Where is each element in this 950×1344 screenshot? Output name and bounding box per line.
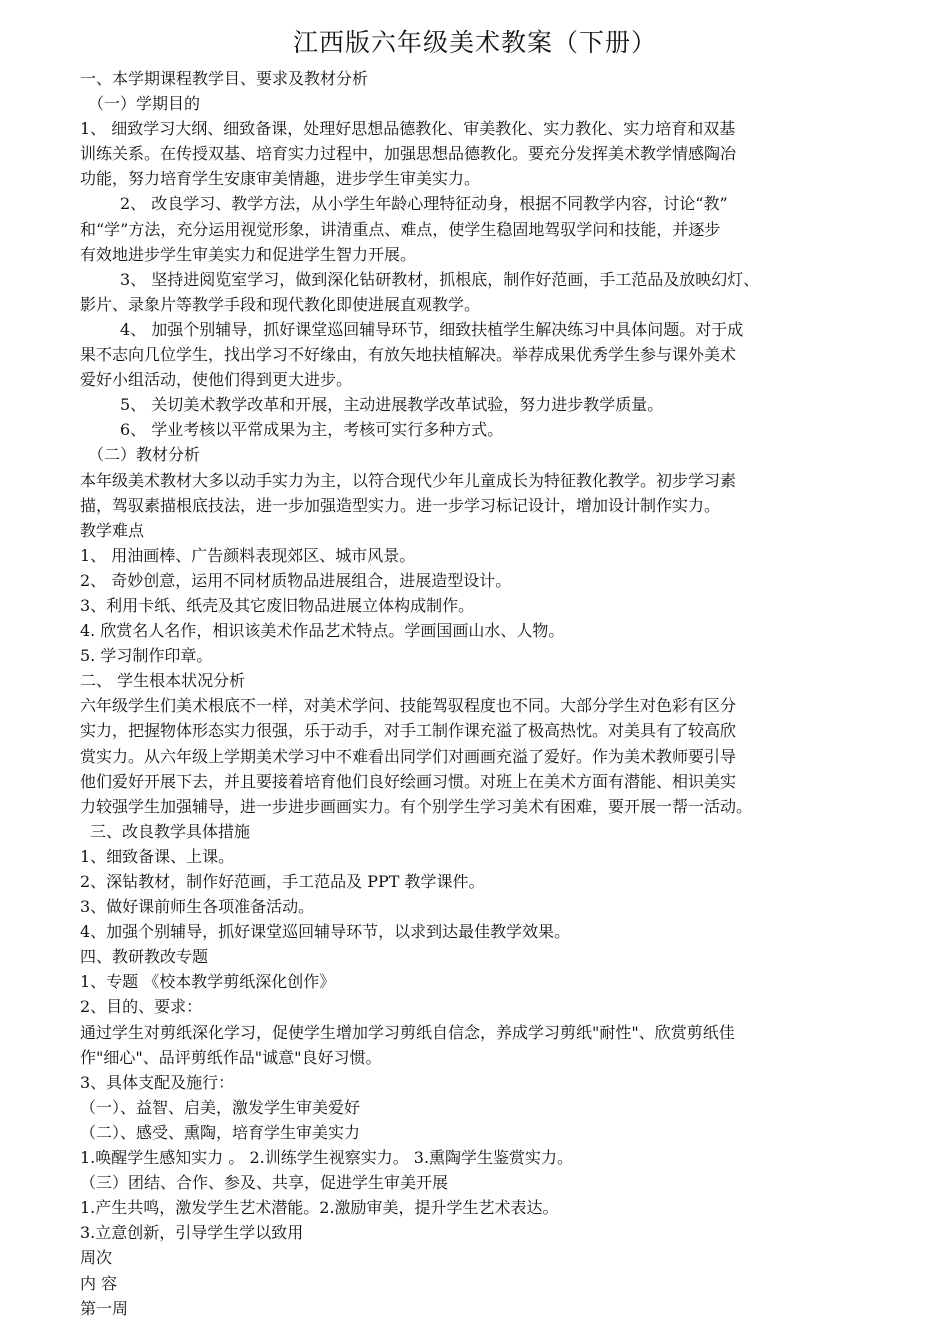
paragraph-line: 功能，努力培育学生安康审美情趣，进步学生审美实力。 <box>80 169 481 189</box>
subsection-heading: （一）、益智、启美，激发学生审美爱好 <box>80 1097 361 1117</box>
list-item: 3、具体支配及施行： <box>80 1072 235 1092</box>
paragraph-line: 通过学生对剪纸深化学习，促使学生增加学习剪纸自信念，养成学习剪纸"耐性"、欣赏剪纸佳 <box>80 1022 735 1042</box>
paragraph-line: 爱好小组活动，使他们得到更大进步。 <box>80 370 353 390</box>
list-item: 1.唤醒学生感知实力 。 2.训练学生视察实力。 3.熏陶学生鉴赏实力。 <box>80 1148 574 1168</box>
list-item: 1、 用油画棒、广告颜料表现郊区、城市风景。 <box>80 545 416 565</box>
paragraph-line: 赏实力。从六年级上学期美术学习中不难看出同学们对画画充溢了爱好。作为美术教师要引导 <box>80 746 737 766</box>
document-body <box>80 66 875 1321</box>
paragraph-line: 果不志向几位学生，找出学习不好缘由，有放矢地扶植解决。举荐成果优秀学生参与课外美术 <box>80 345 737 365</box>
paragraph-line: 他们爱好开展下去，并且要接着培育他们良好绘画习惯。对班上在美术方面有潜能、相识美实 <box>80 771 737 791</box>
list-item: 3、利用卡纸、纸壳及其它废旧物品进展立体构成制作。 <box>80 595 475 615</box>
list-item: 2、 奇妙创意，运用不同材质物品进展组合，进展造型设计。 <box>80 570 512 590</box>
table-header-week: 周次 <box>80 1248 113 1268</box>
document-title: 江西版六年级美术教案（下册） <box>292 28 657 57</box>
paragraph-line: 作"细心"、品评剪纸作品"诚意"良好习惯。 <box>80 1047 382 1067</box>
table-cell-week: 第一周 <box>80 1298 129 1318</box>
list-item: 3、做好课前师生各项准备活动。 <box>80 897 315 917</box>
paragraph-line: 1、 细致学习大纲、细致备课，处理好思想品德教化、审美教化、实力教化、实力培育和双基 <box>80 119 736 139</box>
list-item: 5. 学习制作印章。 <box>80 646 213 666</box>
paragraph-line: 5、 关切美术教学改革和开展，主动进展教学改革试验，努力进步教学质量。 <box>120 395 664 415</box>
paragraph-line: 6、 学业考核以平常成果为主，考核可实行多种方式。 <box>120 420 504 440</box>
list-item: 1、细致备课、上课。 <box>80 846 235 866</box>
list-item: 1.产生共鸣，激发学生艺术潜能。2.激励审美，提升学生艺术表达。 <box>80 1198 559 1218</box>
paragraph-line: 2、 改良学习、教学方法，从小学生年龄心理特征动身，根据不同教学内容，讨论“教” <box>120 194 728 214</box>
paragraph-line: 本年级美术教材大多以动手实力为主，以符合现代少年儿童成长为特征教化教学。初步学习素 <box>80 470 737 490</box>
paragraph-line: 训练关系。在传授双基、培育实力过程中，加强思想品德教化。要充分发挥美术教学情感陶冶 <box>80 144 737 164</box>
section-heading: 二、 学生根本状况分析 <box>80 671 246 691</box>
paragraph-line: 力较强学生加强辅导，进一步进步画画实力。有个别学生学习美术有困难，要开展一帮一活动。 <box>80 796 753 816</box>
table-header-content: 内 容 <box>80 1273 118 1293</box>
section-heading: 四、教研教改专题 <box>80 947 209 967</box>
section-heading: 三、改良教学具体措施 <box>90 821 251 841</box>
section-heading: 一、本学期课程教学目、要求及教材分析 <box>80 69 369 88</box>
paragraph-line: 影片、录象片等教学手段和现代教化即使进展直观教学。 <box>80 294 481 314</box>
paragraph-line: 六年级学生们美术根底不一样，对美术学问、技能驾驭程度也不同。大部分学生对色彩有区分 <box>80 696 737 716</box>
paragraph-line: 有效地进步学生审美实力和促进学生智力开展。 <box>80 244 417 264</box>
subsection-heading: （二）、感受、熏陶，培育学生审美实力 <box>80 1122 361 1142</box>
list-item: 4、加强个别辅导，抓好课堂巡回辅导环节，以求到达最佳教学效果。 <box>80 922 571 942</box>
subsection-heading: （二）教材分析 <box>88 445 201 465</box>
paragraph-line: 和“学”方法，充分运用视觉形象，讲清重点、难点，使学生稳固地驾驭学问和技能，并逐步 <box>80 219 721 239</box>
list-item: 2、目的、要求： <box>80 997 203 1017</box>
subsection-heading: （一）学期目的 <box>88 94 201 114</box>
list-item: 3.立意创新，引导学生学以致用 <box>80 1223 304 1243</box>
subsection-heading: 教学难点 <box>80 520 145 540</box>
paragraph-line: 描，驾驭素描根底技法，进一步加强造型实力。进一步学习标记设计，增加设计制作实力。 <box>80 495 721 515</box>
paragraph-line: 3、 坚持进阅览室学习，做到深化钻研教材，抓根底，制作好范画，手工范品及放映幻灯、 <box>120 269 760 289</box>
subsection-heading: （三）团结、合作、参及、共享，促进学生审美开展 <box>80 1173 449 1193</box>
list-item: 1、专题 《校本教学剪纸深化创作》 <box>80 972 336 992</box>
paragraph-line: 实力，把握物体形态实力很强，乐于动手，对手工制作课充溢了极高热忱。对美具有了较高欣 <box>80 721 737 741</box>
paragraph-line: 4、 加强个别辅导，抓好课堂巡回辅导环节，细致扶植学生解决练习中具体问题。对于成 <box>120 319 744 339</box>
list-item: 2、深钻教材，制作好范画，手工范品及 PPT 教学课件。 <box>80 872 485 891</box>
list-item: 4. 欣赏名人名作，相识该美术作品艺术特点。学画国画山水、人物。 <box>80 621 565 641</box>
